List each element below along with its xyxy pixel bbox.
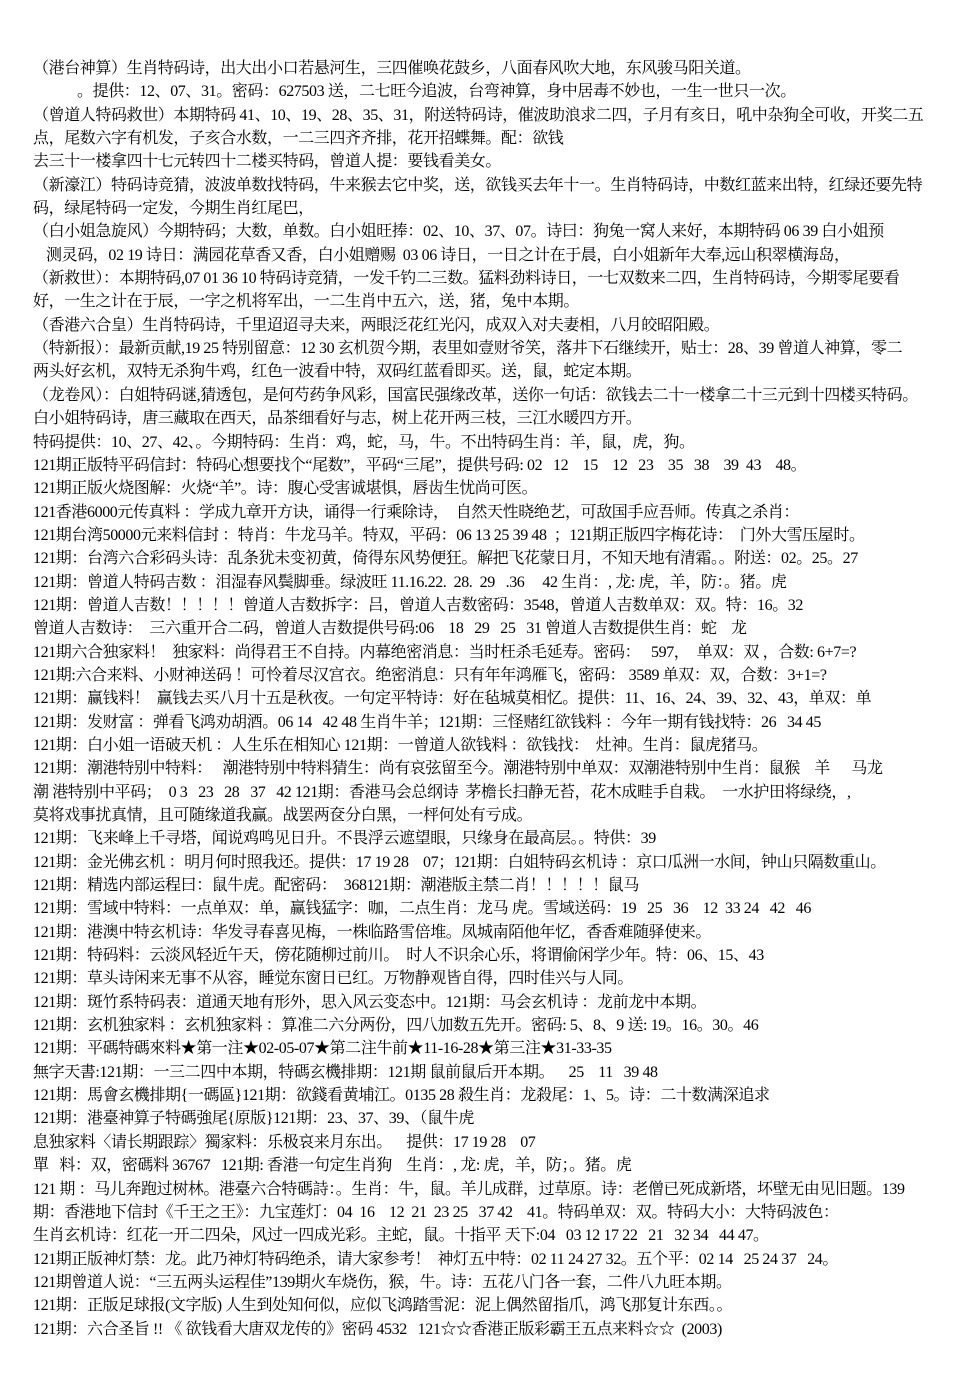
- text-line-37: 121期：雪域中特料：一点单双：单，赢钱猛字：咖，二点生肖：龙马 虎。雪域送码：19 25 36 12 33 24 42 46: [33, 900, 812, 918]
- text-line-19: 121期正版火烧图解：火烧“羊”。诗：腹心受害诚堪惧，唇齿生忧尚可医。: [33, 480, 538, 498]
- text-line-48: 單 料：双，密碼料 36767 121期: 香港一句定生肖狗 生肖：, 龙: 虎，羊，防；。猪。虎: [33, 1157, 632, 1175]
- text-line-29: 121期：发财富 ：弹看飞鸿劝胡酒。06 14 42 48 生肖牛羊；121期：三怪赌红欲钱料 ：今年一期有钱找特：26 34 45: [33, 713, 822, 731]
- lottery-tips-document: [33, 57, 953, 1341]
- text-line-14: 两头好玄机，双特无杀狗牛鸡，红色一波看中特，双码红蓝看即买。送，鼠，蛇定本期。: [33, 363, 642, 381]
- text-line-18: 121期正版特平码信封：特码心想要找个“尾数”，平码“三尾”，提供号码: 02 12 15 12 23 35 38 39 43 48。: [33, 456, 807, 474]
- text-line-32: 潮 港特别中平码； 0 3 23 28 37 42 121期：香港马会总纲诗 茅檐长扫静无苔，花木成畦手自栽。 一水护田将绿绕，,: [33, 783, 851, 801]
- text-line-26: 121期六合独家料！ 独家料：尚得君王不自持。内幕绝密消息：当时枉杀毛延寿。密码： 597， 单双：双 ，合数: 6+7=?: [33, 643, 857, 661]
- text-line-35: 121期：金光佛玄机 ：明月何时照我还。提供：17 19 28 07；121期：白姐特码玄机诗 ：京口瓜洲一水间，钟山只隔数重山。: [33, 853, 886, 871]
- text-line-52: 121期正版神灯禁：龙。此乃神灯特码绝杀，请大家参考！ 神灯五中特：02 11 24 27 32。五个平：02 14 25 24 37 24。: [33, 1250, 839, 1268]
- text-line-31: 121期：潮港特别中特料： 潮港特别中特料猜生：尚有哀弦留至今。潮港特别中单双：双潮港特别中生肖：鼠猴 羊 马龙: [33, 760, 883, 778]
- text-line-28: 121期：赢钱料！ 赢钱去买八月十五是秋夜。一句定平特诗：好在毡城莫相忆。提供：11、16、24、39、32、43，单双：单: [33, 690, 872, 708]
- text-line-27: 121期:六合来料、小财神送码 ！可怜着尽汉宫衣。绝密消息：只有年年鸿雁飞，密码： 3589 单双：双，合数：3+1=?: [33, 666, 827, 684]
- text-line-33: 莫将戏事扰真情，且可随缘道我赢。战罢两奁分白黑，一枰何处有亏成。: [33, 807, 533, 824]
- text-line-24: 121期：曾道人吉数！！！！！曾道人吉数拆字：吕，曾道人吉数密码：3548，曾道人吉数单双：双。特：16。32: [33, 596, 804, 614]
- text-line-22: 121期：台湾六合彩码头诗：乱条犹未变初黄，倚得东风势便狂。解把飞花蒙日月，不知天地有清霜。。附送：02。25。27: [33, 550, 858, 568]
- text-line-47: 息独家料〈请长期跟踪〉獨家料：乐极哀来月东出。 提供：17 19 28 07: [33, 1133, 536, 1151]
- text-line-34: 121期：飞来峰上千寻塔，闻说鸡鸣见日升。不畏浮云遮望眼，只缘身在最高层。。特供：39: [33, 830, 656, 848]
- text-line-13: （特新报）：最新贡献,19 25 特别留意：12 30 玄机贺今期，表里如壹财爷笑，落井下石继续开，贴士：28、39 曾道人神算，零二: [33, 340, 903, 358]
- text-line-21: 121期台湾50000元来料信封 ：特肖：牛龙马羊。特双，平码：06 13 25 39 48 ；121期正版四字梅花诗： 门外大雪压屋时。: [33, 526, 865, 544]
- text-line-44: 無字天書:121期：一三二四中本期，特碼玄機排期：121期 鼠前鼠后开本期。 25 11 39 48: [33, 1063, 658, 1081]
- text-line-55: 121期：六合圣旨 !! 《 欲钱看大唐双龙传的》密码 4532 121☆☆香港正版彩霸王五点来料☆☆ (2003): [33, 1320, 722, 1338]
- text-line-50: 期：香港地下信封《千王之王》：九宝莲灯：04 16 12 21 23 25 37 42 41。特码单双：双。特码大小：大特码波色：: [33, 1203, 839, 1221]
- text-line-54: 121期：正版足球报(文字版) 人生到处知何似，应似飞鸿踏雪泥：泥上偶然留指爪，鸿飞那复计东西。。: [33, 1297, 733, 1315]
- text-line-41: 121期：斑竹系特码表：道通天地有形外，思入风云变态中。121期：马会玄机诗 ：龙前龙中本期。: [33, 993, 707, 1011]
- text-line-49: 121 期 ：马儿奔跑过树林。港臺六合特碼詩：。生肖：牛，鼠。羊儿成群，过草原。诗：老僧已死成新塔，坏壁无由见旧题。139: [33, 1180, 905, 1198]
- text-line-36: 121期：精选内部运程曰：鼠牛虎。配密码： 368121期：潮港版主禁二肖！！！！！鼠马: [33, 877, 640, 895]
- text-line-17: 特码提供：10、27、42、。今期特码：生肖：鸡，蛇，马，牛。不出特码生肖：羊，鼠，虎，狗。: [33, 433, 695, 451]
- text-line-01: （港台神算）生肖特码诗，出大出小口若悬河生，三四催唤花鼓乡，八面春风吹大地，东风骏马阳关道。: [33, 60, 751, 77]
- text-line-39: 121期：特码料：云淡风轻近午天，傍花随柳过前川。 时人不识余心乐，将谓偷闲学少年。特：06、15、43: [33, 947, 764, 965]
- text-line-16: 白小姐特码诗，唐三藏取在西天，品茶细看好与志，树上花开两三枝，三江水暖四方开。: [33, 410, 642, 428]
- text-line-05: 去三十一楼拿四十七元转四十二楼买特码，曾道人提：要钱看美女。: [33, 153, 502, 171]
- text-line-02: 。提供：12、07、31。密码：627503 送，二七旺今追波，台弯神算，身中居毒不妙也，一生一世只一次。: [77, 83, 796, 101]
- text-line-06: （新濠江）特码诗竞猜，波波单数找特码，牛来猴去它中奖，送，欲钱买去年十一。生肖特码诗，中数红蓝来出特，红绿还要先特: [33, 176, 923, 194]
- text-line-04: 点，尾数六字有机发，子亥合水数，一二三四齐齐排，花开招蝶舞。配：欲钱: [33, 130, 564, 148]
- text-line-20: 121香港6000元传真料 ：学成九章开方诀，诵得一行乘除诗， 自然天性晓绝艺，可敌国手应吾师。传真之杀肖：: [33, 503, 800, 521]
- text-line-23: 121期：曾道人特码吉数 ：泪湿春风鬓脚垂。绿波旺 11.16.22. 28. 29 .36 42 生肖：, 龙: 虎，羊，防：。猪。虎: [33, 573, 787, 591]
- text-line-11: 好，一生之计在于辰，一字之机将军出，一二生肖中五六，送，猪，兔中本期。: [33, 293, 580, 311]
- text-line-07: 码，绿尾特码一定发，今期生肖红尾巴，: [33, 200, 314, 218]
- text-line-12: （香港六合皇）生肖特码诗，千里迢迢寻夫来，两眼泛花红光闪，成双入对夫妻相，八月皎昭阳殿。: [33, 316, 720, 334]
- text-line-38: 121期：港澳中特玄机诗：华发寻春喜见梅，一株临路雪倍堆。凤城南陌他年忆，香香难随驿使来。: [33, 923, 712, 941]
- text-line-25: 曾道人吉数诗： 三六重开合二码，曾道人吉数提供号码:06 18 29 25 31 曾道人吉数提供生肖：蛇 龙: [33, 620, 747, 638]
- text-line-53: 121期曾道人说：“三五两头运程佳”139期火车烧伤，猴，牛。诗：五花八门各一套，二件八九旺本期。: [33, 1273, 732, 1291]
- text-line-09: 测灵码，02 19 诗日：满园花草香又香，白小姐赠赐 03 06 诗日，一日之计在于晨，白小姐新年大奉,远山积翠横海岛，: [46, 246, 850, 264]
- text-line-40: 121期：草头诗闲来无事不从容，睡觉东窗日已红。万物静观皆自得，四时佳兴与人同。: [33, 970, 634, 988]
- text-line-46: 121期：港臺神算子特碼強尾{原版}121期：23、37、39、（鼠牛虎: [33, 1110, 474, 1128]
- text-line-30: 121期：白小姐一语破天机 ：人生乐在相知心 121期：一曾道人欲钱料 ：欲钱找： 灶神。生肖：鼠虎猪马。: [33, 736, 768, 754]
- text-line-08: （白小姐急旋风）今期特码；大数，单数。白小姐旺捧：02、10、37、07。诗曰：狗兔一窝人来好，本期特码 06 39 白小姐预: [33, 223, 884, 241]
- text-line-45: 121期：馬會玄機排期{一碼區}121期：欲錢看黄埔江。0135 28 殺生肖：龙殺尾：1、5。诗：二十数满深追求: [33, 1087, 770, 1105]
- text-line-51: 生肖玄机诗：红花一开二四朵，风过一四成光彩。主蛇，鼠。十指平 天下:04 03 12 17 22 21 32 34 44 47。: [33, 1227, 769, 1245]
- text-line-10: （新救世）：本期特码,07 01 36 10 特码诗竞猜，一发千钓二三数。猛料劲料诗日，一七双数来二四，生肖特码诗，今期零尾要看: [33, 270, 900, 288]
- text-line-15: （龙卷风）：白姐特码谜,猜透包，是何芍药争风彩，国富民强缘改革，送你一句话：欲钱去二十一楼拿二十三元到十四楼买特码。: [33, 386, 918, 404]
- text-line-42: 121期：玄机独家料 ：玄机独家料 ：算准二六分两份，四八加数五先开。密码: 5、8、9 送: 19。16。30。46: [33, 1017, 759, 1035]
- text-line-43: 121期：平碼特碼來料★第一注★02-05-07★第二注牛前★11-16-28★第三注★31-33-35: [33, 1040, 612, 1058]
- text-line-03: （曾道人特码救世）本期特码 41、10、19、28、35、31，附送特码诗，催波助浪求二四，子月有亥日，吼中杂狗全可收，开奖二五: [33, 106, 924, 124]
